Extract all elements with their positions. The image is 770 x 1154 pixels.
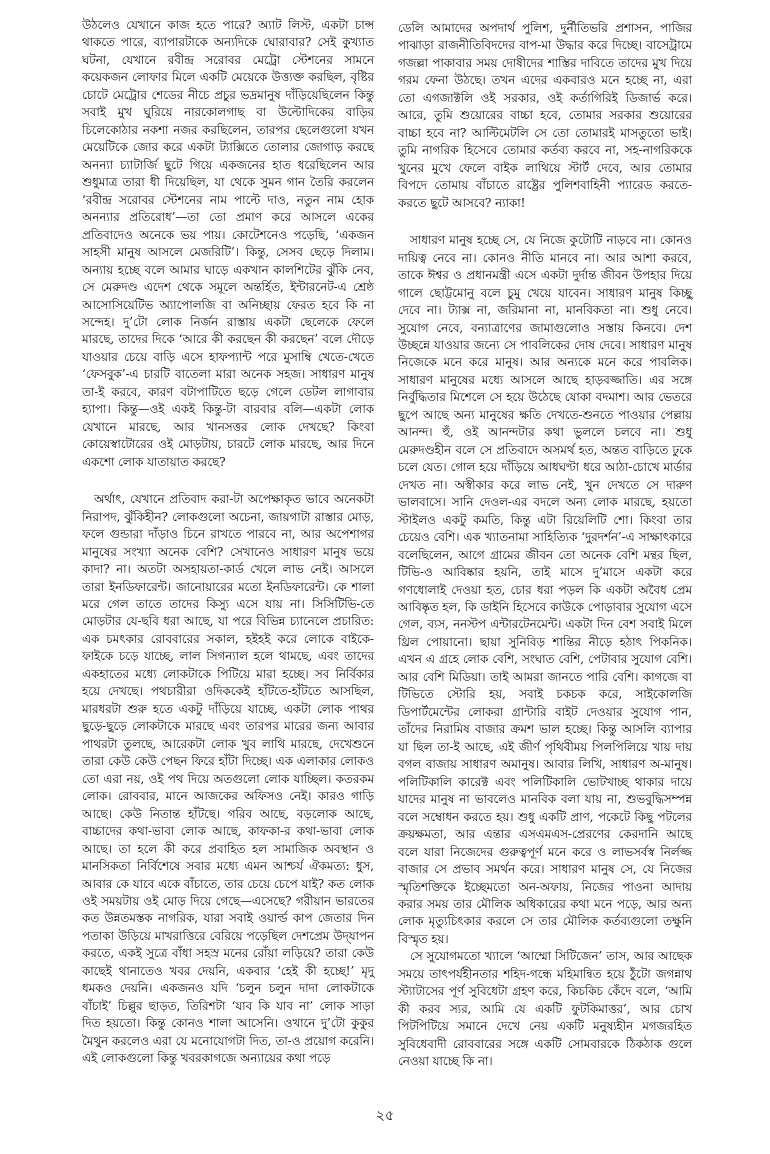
paragraph-continuation: ডেলি আমাদের অপদার্থ পুলিশ, দুর্নীতিভরি প্রশাসন, পাজির পাঝাড়া রাজনীতিবিদদের বাপ-মা উদ্ধার করে দিচ্ছে। বাসেট্রামে গজল্লা পাকাবার সময় দোষীদের শাস্তির দাবিতে তাদের মুখ দিয়ে গরম ফেনা উঠছে। তখন এদের একবারও মনে হচ্ছে না, এরা তো এগজাক্টলি ওই সরকার, ওই কর্তাগিরিই ডিজার্ভ করে। আরে, তুমি শুয়োরের বাচ্চা হবে, তোমার সরকার শুয়োরের বাচ্চা হবে না? আল্টিমেটলি সে তো তোমারই মাসতুতো ভাই। তুমি নাগরিক হিসেবে তোমার কর্তব্য করবে না, সহ-নাগরিককে খুনের মুখে ফেলে বাইক লাথিয়ে স্টার্ট দেবে, আর তোমার বিপদে তোমায় বাঁচাতে রাষ্ট্রের পুলিশবাহিনী প্যারেড করতে-করতে ছুটে আসবে? ন্যাকা! bbox=[398, 21, 692, 210]
paragraph: সে সুযোগমতো খ্যালে ‘আম্মো সিটিজেন’ তাস, আর আছেক সময়ে তাৎপর্যহীনতার শহিদ-গন্ধে মহিমান্বিত হয়ে ঠুঁটো জগন্নাথ স্ট্যাটাসের পূর্ণ সুবিধেটা গ্রহণ করে, কিচকিচ কেঁদে বলে, ‘আমি কী করব স্যর, আমি যে একটি ফুটকিমাত্তর’, আর চোখ পিটপিটিয়ে সমানে দেখে নেয় একটি মনুষ্যহীন মগজরহিত সুবিধেবাদী রোববারের সঙ্গে একটি সোমবারকে ঠিকঠাক গুলে নেওয়া যাচ্ছে কি না। bbox=[398, 949, 692, 1069]
left-text-column bbox=[82, 17, 374, 1068]
paragraph: অর্থাৎ, যেখানে প্রতিবাদ করা-টা অপেক্ষাকৃত ভাবে অনেকটা নিরাপদ, ঝুঁকিহীন? লোকগুলো অচেনা, জায়গাটা রাস্তার মোড়, ফলে গুন্ডারা দাঁড়াও চিনে রাখতে পারবে না, আর অপেশাগর মানুষের সংখ্যা অনেক বেশি? সেখানেও সাধারণ মানুষ ভয়ে কাদা? না। অতটা অসহায়তা-কার্ড খেলে লাভ নেই। আসলে তারা ইনডিফারেন্ট। জানোয়ারের মতো ইনডিফারেন্ট। কে শালা মরে গেল তাতে তাদের কিস্যু এসে যায় না। সিসিটিভি-তে মোড়টার যে-ছবি ধরা আছে, যা পরে বিভিন্ন চ্যানেলে প্রচারিত: এক চমৎকার রোববারের সকাল, হইহই করে লোকে বাইকে-ফাইকে চড়ে যাচ্ছে, লাল সিগন্যাল হলে থামছে, এবং তাদের একহাতের মধ্যে লোকটাকে পিটিয়ে মারা হচ্ছে। সব নির্বিকার হয়ে দেখছে। পথচারীরা ওদিককেই হাঁটতে-হাঁটতে আসছিল, মারধরটা শুরু হতে একটু দাঁড়িয়ে যাচ্ছে, একটা লোক পাথর ছুড়ে-ছুড়ে লোকটাকে মারছে এবং তারপর মারের জন্য আবার পাথরটা তুলছে, আরেকটা লোক খুব লাথি মারছে, দেখেশুনে তারা কেউ কেউ পেছন ফিরে হাঁটা দিচ্ছে। এক এলাকার লোকও তো এরা নয়, ওই পথ দিয়ে অতগুলো লোক যাচ্ছিল। কতরকম লোক। রোববার, মানে আজকের অফিসও নেই। কারও গাড়ি আছে। কেউ নিতান্ত হাঁটছে। গরিব আছে, বড়লোক আছে, বাচ্চাদের কথা-ভাবা লোক আছে, কাফকা-র কথা-ভাবা লোক আছে। তা হলে কী করে প্রবাহিত হল সামাজিক অবস্থান ও মানসিকতা নির্বিশেষে সবার মধ্যে এমন আশ্চর্য ঐকমত্য: ধুস, আবার কে যাবে একে বাঁচাতে, তার চেয়ে চেপে যাই? কত লোক ওই সময়টায় ওই মোড় দিয়ে গেছে—এসেছে? গরীয়ান ভারতের কত উন্নতমস্তক নাগরিক, যারা সবাই ওয়ার্ল্ড কাপ জেতার দিন পতাকা উড়িয়ে মাখরাত্তিরে বেরিয়ে পড়েছিল দেশপ্রেম উদ্‌যাপন করতে, একই সুত্রে বাঁধা সহস্র মনের রোঁয়া লড়িয়ে? তারা কেউ কাছেই থানাতেও খবর দেয়নি, একবার ‘হেই কী হচ্ছে!’ মৃদু ধমকও দেয়নি। একজনও যদি ‘চলুন চলুন দাদা লোকটাকে বাঁচাই’ চিল্লুর ছাড়ত, তিরিশটা ‘যাব কি যাব না’ লোক সাড়া দিত হয়তো। কিন্তু কোনও শালা আসেনি। ওখানে দু’টো কুকুর মৈথুন করলেও এরা যে মনোযোগটা দিত, তা-ও প্রয়োগ করেনি। এই লোকগুলো কিন্তু খবরকাগজে অন্যায়ের কথা পড়ে bbox=[82, 492, 374, 1066]
paragraph-continuation: উঠলেও যেখানে কাজ হতে পারে? অ্যাট লিস্ট, একটা চান্স থাকতে পারে, ব্যাপারটাকে অন্যদিকে ঘোরাবার? সেই কুখ্যাত ঘটনা, যেখানে রবীন্দ্র সরোবর মেট্রো স্টেশনের সামনে কয়েকজন লোফার মিলে একটি মেয়েকে উত্ত্যক্ত করছিল, বৃষ্টির চোটে মেট্রোর শেডের নীচে প্রচুর ভদ্রমানুষ দাঁড়িয়েছিলেন কিন্তু সবাই মুখ ঘুরিয়ে নারকোলগাছ বা উল্টোদিকের বাড়ির চিলেকোঠার নকশা নজর করছিলেন, তারপর ছেলেগুলো যখন মেয়েটিকে জোর করে একটা ট্যাক্সিতে তোলার জোগাড় করছে অনন্যা চ্যাটার্জি ছুটে গিয়ে একজনের হাত ধরেছিলেন আর শুধুমাত্র তারা ধী দিয়েছিল, যা থেকে সুমন গান তৈরি করলেন ‘রবীন্দ্র সরোবর স্টেশনের নাম পাল্টে দাও, নতুন নাম হোক অনন্যার প্রতিরোধ’—তা তো প্রমাণ করে আসলে একের প্রতিবাদেও অনেকে ভয় পায়। কোটেশনেও পড়েছি, ‘একজন সাহসী মানুষ আসলে মেজরিটি’। কিন্তু, সেসব ছেড়ে দিলাম। অন্যায় হচ্ছে বলে আমার ঘাড়ে একখান কালশিটের ঝুঁকি নেব, সে মেরুদণ্ড এদেশ থেকে সমূলে অন্তর্হিত, ইন্টারনেট-এ শ্রেষ্ঠ আসোসিয়েটিভ অ্যাপোলজি বা অনিচ্ছায় ফেরত হবে কি না সন্দেহ। দু’টো লোক নির্জন রাস্তায় একটা ছেলেকে ফেলে মারছে, তাদের দিকে ‘আরে কী করছেন কী করছেন’ বলে দৌড়ে যাওয়ার চেয়ে বাড়ি এসে হাফপ্যান্ট পরে মুসাম্বি খেতে-খেতে ‘ফেসবুক’-এ চারটি বাতেলা মারা অনেক সহজ। সাধারণ মানুষ তা-ই করবে, কারণ বটাপাটিতে ছড়ে গেলে ডেটল লাগাবার হ্যাপা। কিন্তু—ওই একই কিন্তু-টা বারবার বলি—একটা লোক যেখানে মারছে, আর খানসত্তর লোক দেখছে? কিংবা কোয়েস্বাটোরের ওই মোড়টায়, চারটে লোক মারছে, আর দিনে একশো লোক যাতায়াত করছে? bbox=[82, 18, 374, 469]
paragraph: সাধারণ মানুষ হচ্ছে সে, যে নিজে কুটোটি নাড়বে না। কোনও দায়িত্ব নেবে না। কোনও নীতি মানবে না। আর আশা করবে, তাকে ঈশ্বর ও প্রধানমন্ত্রী এসে একটা দুর্দান্ত জীবন উপহার দিয়ে গালে ছোট্টমোনু বলে চুমু খেয়ে যাবেন। সাধারণ মানুষ কিচ্ছু দেবে না। ট্যাক্স না, জরিমানা না, মানবিকতা না। শুধু নেবে। সুযোগ নেবে, বন্যাত্রাণের জামাগুলোও সস্তায় কিনবে। দেশ উচ্ছন্নে যাওয়ার জন্যে সে পাবলিকের দোষ দেবে। সাধারণ মানুষ নিজেকে মনে করে মানুষ। আর অন্যকে মনে করে পাবলিক। সাধারণ মানুষের মধ্যে আসলে আছে হাড়বজ্জাতি। এর সঙ্গে নির্বুদ্ধিতার মিশেলে সে হয়ে উঠেছে যোকা বদমাশ। আর ভেতরে ছুপে আছে অন্য মানুষের ক্ষতি দেখতে-শুনতে পাওয়ার পেল্লায় আনন্দ। হুঁ, ওই আনন্দটার কথা ভুললে চলবে না। শুধু মেরুদণ্ডহীন বলে সে প্রতিবাদে অসমর্থ হত, অন্তত বাড়িতে ঢুকে চলে যেত। গোল হয়ে দাঁড়িয়ে আধঘণ্টা ধরে আঠা-চোখে মার্ডার দেখত না। অস্বীকার করে লাভ নেই, খুন দেখতে সে দারুণ ভালবাসে। সানি দেওল-এর বদলে অন্য লোক মারছে, হয়তো স্টাইলও একটু কমতি, কিন্তু এটা রিয়েলিটি শো। কিংবা তার চেয়েও বেশি। এক খ্যাতনামা সাহিত্যিক ‘দুরদর্শন’-এ সাক্ষাৎকারে বলেছিলেন, আগে গ্রামের জীবন তো অনেক বেশি মন্থর ছিল, টিভি-ও আবিষ্কার হয়নি, তাই মাসে দু’মাসে একটা করে গণধোলাই দেওয়া হত, চোর ধরা পড়ল কি একটা অবৈধ প্রেম আবিষ্কৃত হল, কি ডাইনি হিসেবে কাউকে পোড়াবার সুযোগ এসে গেল, ব্যস, ননস্টপ এন্টারটেনমেন্ট। একটা দিন বেশ সবাই মিলে থ্রিল পোয়ানো। ছায়া সুনিবিড় শান্তির নীড়ে হঠাৎ পিকনিক। এখন এ গ্রহে লোক বেশি, সংঘাত বেশি, পেটাবার সুযোগ বেশি। আর বেশি মিডিয়া। তাই আমরা জানতে পারি বেশি। কাগজে বা টিভিতে স্টোরি হয়, সবাই চকচক করে, সাইকোলজি ডিপার্টমেন্টের লোকরা গ্রান্টারি বাইট দেওয়ার সুযোগ পান, তাঁদের নিরামিষ বাজার ক্রমশ ভাল হচ্ছে। কিন্তু আসলি ব্যাপার যা ছিল তা-ই আছে, এই জীর্ণ পৃথিবীময় পিলপিলিয়ে খায় দায় বগল বাজায় সাধারণ অমানুষ। আবার লিখি, সাধারণ অ-মানুষ। পলিটিকালি কারেক্ট এবং পলিটিকালি ভোটখাচ্ছ থাকার দায়ে যাদের মানুষ না ভাবলেও মানবিক বলা যায় না, শুভবুদ্ধিসম্পন্ন বলে সম্বোধন করতে হয়। শুধু একটি প্রাণ, পকেটে কিছু পটলের ক্রয়ক্ষমতা, আর এন্তার এসএমএস-প্রেরণের কেরদানি আছে বলে যারা নিজেদের গুরুত্বপূর্ণ মনে করে ও লাভসর্বস্ব নির্লজ্জ বাজার সে প্রভাব সমর্থন করে। সাধারণ মানুষ সে, যে নিজের স্মৃতিশক্তিকে ইচ্ছেমতো অন-অফায়, নিজের পাওনা আদায় করার সময় তার মৌলিক অধিকারের কথা মনে পড়ে, আর অন্য লোক মৃত্যুচিৎকার করলে সে তার মৌলিক কর্তব্যগুলো তক্ষুনি বিস্মৃত হয়। bbox=[398, 233, 692, 946]
page-number: ২৫ bbox=[375, 1108, 395, 1124]
right-text-column bbox=[398, 20, 692, 1071]
